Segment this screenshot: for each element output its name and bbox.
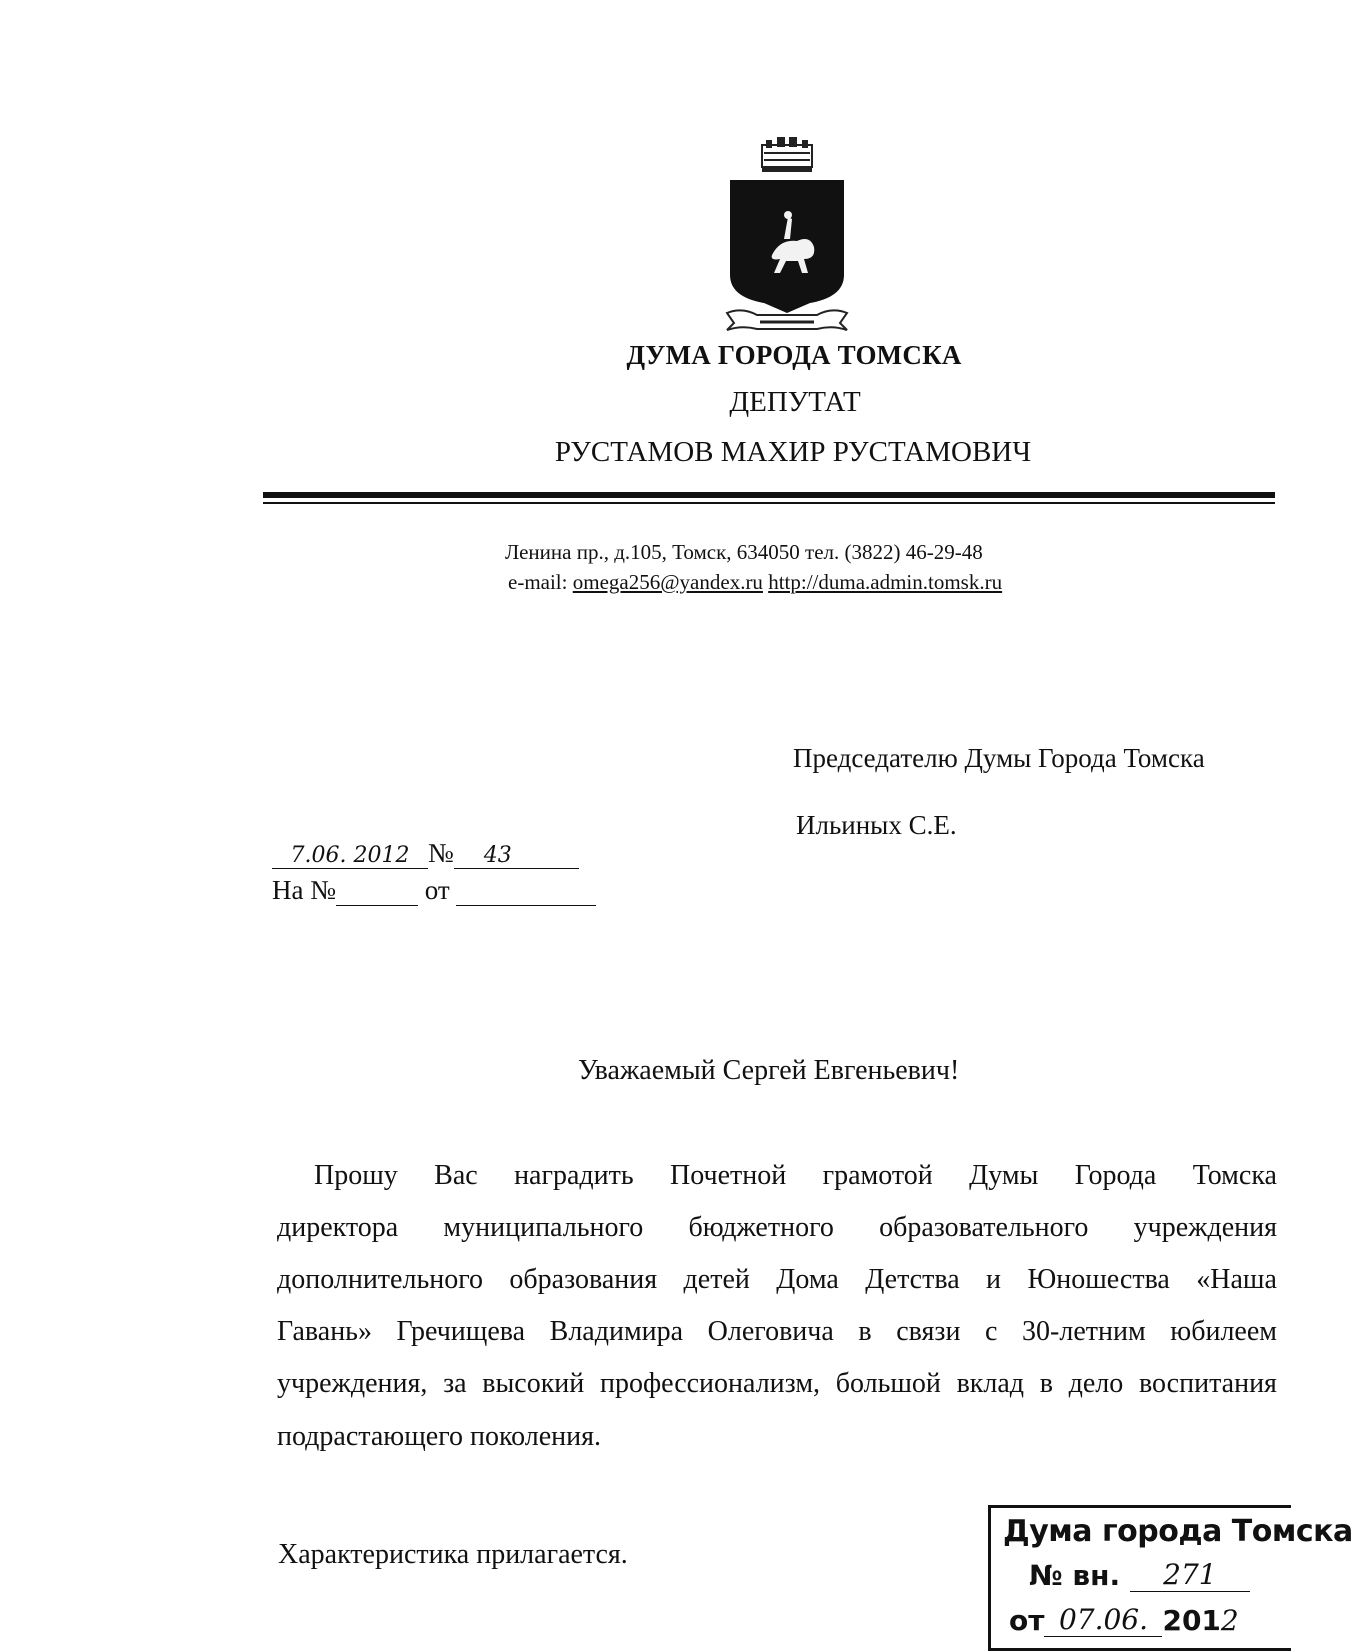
- word: связи: [896, 1316, 961, 1347]
- word: и: [986, 1264, 1002, 1295]
- reply-number-blank: [336, 879, 418, 906]
- word: образовательного: [879, 1212, 1089, 1243]
- position-title: ДЕПУТАТ: [729, 386, 861, 418]
- address-line: Ленина пр., д.105, Томск, 634050 тел. (3822) 46-29-48: [505, 540, 983, 564]
- word: детей: [683, 1264, 750, 1295]
- header-divider-thick: [263, 492, 1275, 498]
- stamp-date-label: от: [1009, 1604, 1045, 1637]
- word: учреждения,: [277, 1368, 428, 1399]
- word: образования: [509, 1264, 658, 1295]
- email-label: e-mail:: [508, 570, 568, 594]
- stamp-year-suffix: 2: [1220, 1604, 1239, 1637]
- reply-date-blank: [456, 879, 596, 906]
- greeting: Уважаемый Сергей Евгеньевич!: [578, 1055, 960, 1086]
- body-line-6: подрастающего поколения.: [277, 1421, 602, 1452]
- organization-title: ДУМА ГОРОДА ТОМСКА: [626, 340, 962, 370]
- word: Владимира: [549, 1316, 684, 1347]
- word: учреждения: [1133, 1212, 1277, 1243]
- stamp-title: Дума города Томска: [1003, 1514, 1353, 1549]
- body-line-3: [277, 1264, 1277, 1296]
- word: Детства: [865, 1264, 960, 1295]
- word: высокий: [482, 1368, 585, 1399]
- word: Олеговича: [707, 1316, 834, 1347]
- word: Гречищева: [396, 1316, 526, 1347]
- word: Города: [1074, 1160, 1157, 1191]
- word: муниципального: [443, 1212, 644, 1243]
- outgoing-date: 7.06. 2012: [272, 843, 428, 869]
- word: в: [858, 1316, 872, 1347]
- body-line-1: [314, 1160, 1277, 1192]
- stamp-incoming-label: № вн.: [1029, 1559, 1121, 1592]
- email-link[interactable]: omega256@yandex.ru: [572, 570, 763, 594]
- outgoing-number: 43: [454, 843, 579, 869]
- word: Думы: [969, 1160, 1039, 1191]
- word: Дома: [776, 1264, 839, 1295]
- word: профессионализм,: [599, 1368, 821, 1399]
- word: директора: [277, 1212, 399, 1243]
- reply-number-label: На №: [272, 875, 336, 905]
- word: с: [985, 1316, 998, 1347]
- reply-from-label: от: [424, 875, 450, 905]
- body-line-4: [277, 1316, 1277, 1348]
- stamp-incoming-number: [1029, 1558, 1250, 1592]
- reply-reference: [272, 875, 596, 906]
- word: Почетной: [670, 1160, 787, 1191]
- stamp-date: [1009, 1603, 1239, 1637]
- word: в: [1039, 1368, 1053, 1399]
- contact-line: [508, 570, 1002, 595]
- word: за: [443, 1368, 467, 1399]
- registration-stamp: [988, 1505, 1353, 1651]
- stamp-date-value: 07.06.: [1044, 1603, 1162, 1637]
- word: Томска: [1192, 1160, 1277, 1191]
- word: Юношества: [1027, 1264, 1170, 1295]
- word: юбилеем: [1170, 1316, 1277, 1347]
- body-line-2: [277, 1212, 1277, 1244]
- word: Вас: [434, 1160, 478, 1191]
- word: дополнительного: [277, 1264, 483, 1295]
- word: грамотой: [822, 1160, 933, 1191]
- word: дело: [1068, 1368, 1124, 1399]
- word: бюджетного: [688, 1212, 834, 1243]
- stamp-year-prefix: 201: [1162, 1604, 1221, 1637]
- website-link[interactable]: http://duma.admin.tomsk.ru: [768, 570, 1003, 594]
- header-divider-thin: [263, 502, 1275, 504]
- attachment-note: Характеристика прилагается.: [278, 1539, 628, 1570]
- word: большой: [835, 1368, 941, 1399]
- addressee-line-1: Председателю Думы Города Томска: [793, 743, 1205, 773]
- word: Гавань»: [277, 1316, 372, 1347]
- tomsk-coat-of-arms-icon: [722, 135, 852, 330]
- stamp-incoming-value: 271: [1130, 1558, 1250, 1592]
- word: вклад: [956, 1368, 1025, 1399]
- deputy-name: РУСТАМОВ МАХИР РУСТАМОВИЧ: [554, 436, 1032, 468]
- word: 30-летним: [1022, 1316, 1146, 1347]
- word: Прошу: [314, 1160, 398, 1191]
- outgoing-reference: [272, 838, 579, 869]
- word: наградить: [514, 1160, 634, 1191]
- addressee-line-2: Ильиных С.Е.: [796, 810, 957, 840]
- body-line-5: [277, 1368, 1277, 1400]
- word: «Наша: [1196, 1264, 1277, 1295]
- word: воспитания: [1138, 1368, 1277, 1399]
- number-label: №: [428, 838, 454, 868]
